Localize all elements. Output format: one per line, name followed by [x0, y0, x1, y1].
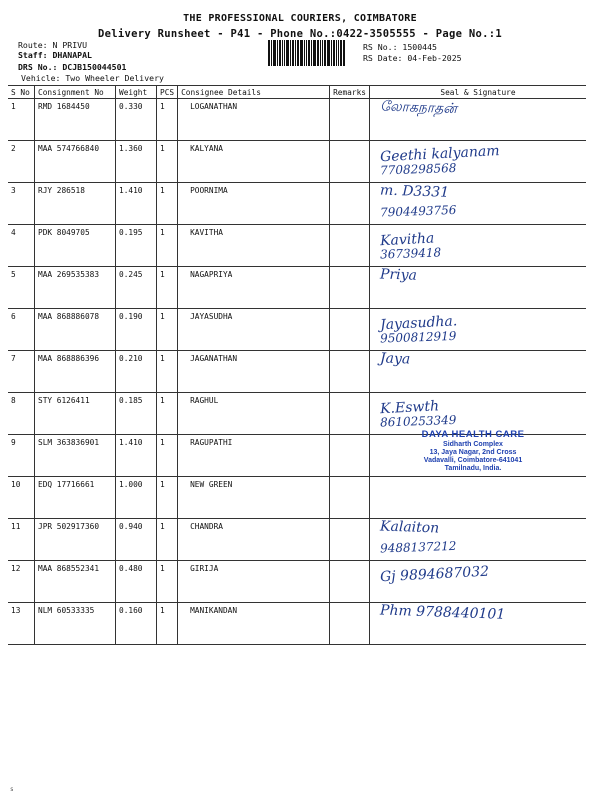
cell-consignee: JAGANATHAN: [178, 351, 330, 393]
cell-weight: 0.190: [116, 309, 157, 351]
table-row: [8, 309, 586, 351]
signature-text: Priya: [379, 266, 418, 284]
cell-remarks: [330, 351, 370, 393]
staff-label: Staff: DHANAPAL: [18, 50, 92, 60]
col-weight: Weight: [116, 86, 157, 99]
stamp-line4: Tamilnadu, India.: [444, 465, 502, 473]
cell-signature: [369, 309, 586, 351]
cell-sno: 12: [8, 561, 35, 603]
cell-sno: 10: [8, 477, 35, 519]
table-row: [8, 603, 586, 645]
cell-consignment: STY 6126411: [35, 393, 116, 435]
cell-consignee: LOGANATHAN: [178, 99, 330, 141]
cell-signature: [369, 183, 586, 225]
cell-weight: 0.160: [116, 603, 157, 645]
signature-phone: 8610253349: [379, 412, 457, 430]
signature-text: m. D3331: [379, 182, 450, 201]
cell-consignment: NLM 60533335: [35, 603, 116, 645]
col-consignment: Consignment No: [35, 86, 116, 99]
cell-consignment: RJY 286518: [35, 183, 116, 225]
cell-consignment: MAA 574766840: [35, 141, 116, 183]
cell-consignee: GIRIJA: [178, 561, 330, 603]
cell-remarks: [330, 267, 370, 309]
signature-phone: 7708298568: [379, 160, 457, 178]
cell-pcs: 1: [157, 225, 178, 267]
cell-signature: [369, 519, 586, 561]
table-row: [8, 141, 586, 183]
cell-pcs: 1: [157, 183, 178, 225]
cell-sno: 11: [8, 519, 35, 561]
cell-weight: 0.940: [116, 519, 157, 561]
cell-remarks: [330, 519, 370, 561]
cell-pcs: 1: [157, 519, 178, 561]
signature-text: K.Eswth: [379, 398, 440, 418]
cell-weight: 0.185: [116, 393, 157, 435]
cell-sno: 1: [8, 99, 35, 141]
cell-pcs: 1: [157, 99, 178, 141]
cell-remarks: [330, 435, 370, 477]
table-row: [8, 561, 586, 603]
cell-sno: 8: [8, 393, 35, 435]
signature-text: Geethi kalyanam: [379, 143, 500, 166]
rs-number: RS No.: 1500445: [363, 42, 437, 52]
signature-text: Gj 9894687032: [379, 563, 490, 586]
delivery-table: [8, 85, 586, 645]
cell-signature: [369, 267, 586, 309]
company-stamp: [398, 430, 548, 473]
cell-consignee: NAGAPRIYA: [178, 267, 330, 309]
cell-pcs: 1: [157, 351, 178, 393]
cell-consignment: MAA 868886078: [35, 309, 116, 351]
stamp-line3: Vadavalli, Coimbatore-641041: [423, 457, 523, 465]
cell-remarks: [330, 561, 370, 603]
cell-remarks: [330, 309, 370, 351]
cell-pcs: 1: [157, 435, 178, 477]
cell-consignment: MAA 269535383: [35, 267, 116, 309]
cell-signature: [369, 99, 586, 141]
cell-consignee: NEW GREEN: [178, 477, 330, 519]
col-sno: S No: [8, 86, 35, 99]
cell-consignee: POORNIMA: [178, 183, 330, 225]
cell-sno: 7: [8, 351, 35, 393]
table-row: [8, 225, 586, 267]
cell-remarks: [330, 183, 370, 225]
col-pcs: PCS: [157, 86, 178, 99]
cell-weight: 0.245: [116, 267, 157, 309]
cell-pcs: 1: [157, 603, 178, 645]
stamp-line1: Sidharth Complex: [443, 440, 503, 448]
col-remarks: Remarks: [330, 86, 370, 99]
rs-date: RS Date: 04-Feb-2025: [363, 53, 462, 63]
signature-phone: 9488137212: [379, 538, 457, 556]
col-consignee: Consignee Details: [178, 86, 330, 99]
col-seal-signature: Seal & Signature: [369, 86, 586, 99]
cell-pcs: 1: [157, 561, 178, 603]
cell-weight: 1.410: [116, 435, 157, 477]
cell-signature: [369, 225, 586, 267]
stamp-name: DAYA HEALTH CARE: [421, 429, 525, 440]
cell-weight: 0.480: [116, 561, 157, 603]
cell-consignment: SLM 363836901: [35, 435, 116, 477]
cell-remarks: [330, 99, 370, 141]
cell-sno: 13: [8, 603, 35, 645]
cell-consignee: RAGUPATHI: [178, 435, 330, 477]
cell-remarks: [330, 477, 370, 519]
stamp-line2: 13, Jaya Nagar, 2nd Cross: [429, 448, 517, 456]
table-row: [8, 519, 586, 561]
signature-phone: 7904493756: [379, 202, 457, 220]
cell-sno: 2: [8, 141, 35, 183]
signature-text: Phm 9788440101: [379, 602, 506, 623]
cell-consignee: MANIKANDAN: [178, 603, 330, 645]
signature-phone: 9500812919: [379, 328, 457, 346]
route-label: Route: N PRIVU: [18, 40, 88, 50]
cell-remarks: [330, 393, 370, 435]
barcode: [268, 40, 360, 66]
signature-text: லோகநாதன்: [379, 98, 458, 118]
cell-consignment: MAA 868552341: [35, 561, 116, 603]
cell-weight: 0.210: [116, 351, 157, 393]
table-row: [8, 183, 586, 225]
table-row: [8, 267, 586, 309]
signature-text: Jaya: [379, 350, 411, 368]
cell-signature: [369, 477, 586, 519]
table-row: [8, 99, 586, 141]
table-header-row: [8, 86, 586, 99]
cell-pcs: 1: [157, 309, 178, 351]
cell-consignment: RMD 1684450: [35, 99, 116, 141]
signature-text: Kalaiton: [379, 518, 440, 537]
vehicle-label: Vehicle: Two Wheeler Delivery: [21, 73, 164, 83]
cell-pcs: 1: [157, 393, 178, 435]
cell-consignee: CHANDRA: [178, 519, 330, 561]
cell-consignment: PDK 8049705: [35, 225, 116, 267]
cell-weight: 1.410: [116, 183, 157, 225]
drs-number: DRS No.: DCJB150044501: [18, 62, 127, 72]
cell-pcs: 1: [157, 267, 178, 309]
cell-remarks: [330, 225, 370, 267]
cell-consignment: JPR 502917360: [35, 519, 116, 561]
cell-sno: 9: [8, 435, 35, 477]
cell-weight: 0.195: [116, 225, 157, 267]
cell-consignee: JAYASUDHA: [178, 309, 330, 351]
signature-phone: 36739418: [379, 245, 442, 262]
cell-consignment: EDQ 17716661: [35, 477, 116, 519]
cell-consignee: RAGHUL: [178, 393, 330, 435]
cell-signature: [369, 603, 586, 645]
cell-sno: 5: [8, 267, 35, 309]
cell-remarks: [330, 603, 370, 645]
cell-weight: 0.330: [116, 99, 157, 141]
cell-sno: 3: [8, 183, 35, 225]
footer-mark: s: [10, 786, 14, 793]
runsheet-title: THE PROFESSIONAL COURIERS, COIMBATORE: [183, 13, 417, 24]
cell-remarks: [330, 141, 370, 183]
cell-weight: 1.360: [116, 141, 157, 183]
cell-consignment: MAA 868886396: [35, 351, 116, 393]
signature-text: Kavitha: [379, 230, 435, 250]
signature-text: Jayasudha.: [379, 313, 458, 334]
cell-pcs: 1: [157, 477, 178, 519]
cell-consignee: KALYANA: [178, 141, 330, 183]
cell-signature: [369, 141, 586, 183]
cell-sno: 6: [8, 309, 35, 351]
cell-signature: [369, 351, 586, 393]
table-row: [8, 477, 586, 519]
runsheet-subtitle: Delivery Runsheet - P41 - Phone No.:0422-3505555 - Page No.:1: [98, 28, 502, 40]
table-row: [8, 351, 586, 393]
cell-consignee: KAVITHA: [178, 225, 330, 267]
cell-weight: 1.000: [116, 477, 157, 519]
cell-pcs: 1: [157, 141, 178, 183]
cell-sno: 4: [8, 225, 35, 267]
cell-signature: [369, 561, 586, 603]
